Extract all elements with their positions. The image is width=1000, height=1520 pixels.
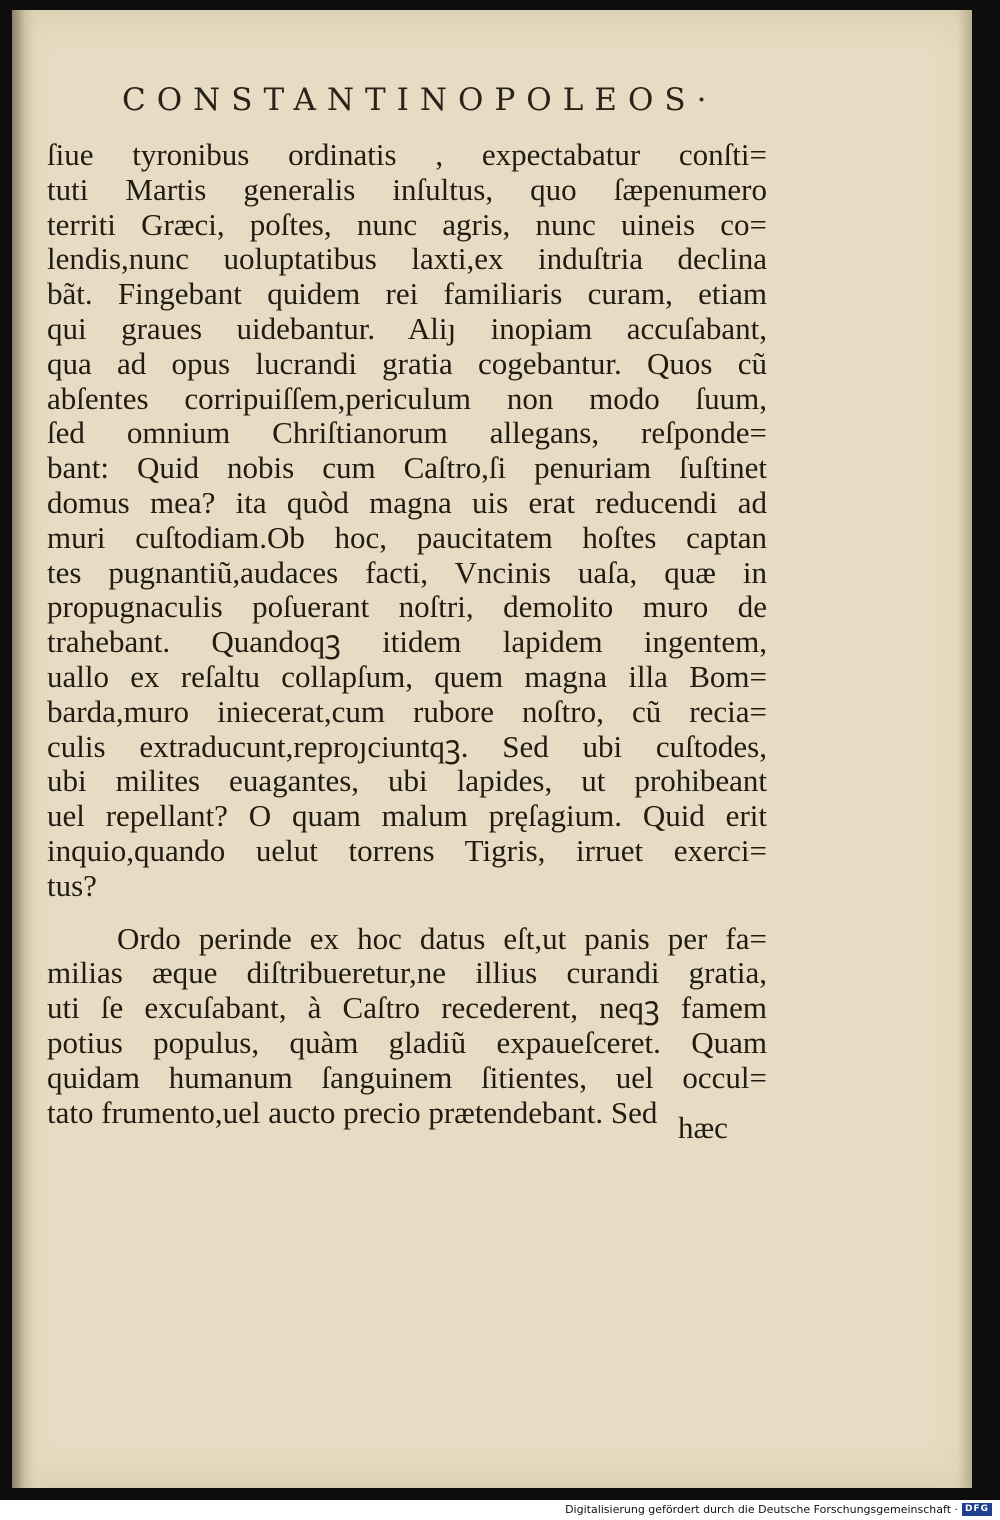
book-page (12, 10, 972, 1488)
text-line: milias æque diſtribueretur,ne illius curandi gratia, (47, 955, 767, 991)
text-line: domus mea? ita quòd magna uis erat reducendi ad (47, 484, 767, 520)
page-edge (958, 10, 972, 1488)
text-line: lendis,nunc uoluptatibus laxti,ex induſtria declina (47, 241, 767, 277)
text-line: uallo ex reſaltu collapſum, quem magna illa Bom= (47, 658, 767, 694)
text-line: ſiue tyronibus ordinatis , expectabatur conſti= (47, 137, 767, 172)
text-line: tes pugnantiũ,audaces facti, Vncinis uaſa, quæ in (47, 554, 767, 590)
catchword: hæc (678, 1110, 728, 1145)
text-line: bãt. Fingebant quidem rei familiaris curam, etiam (47, 276, 767, 312)
text-line: tus? (47, 867, 97, 903)
text-line: Ordo perinde ex hoc datus eſt,ut panis per fa= (117, 920, 767, 956)
text-line: uti ſe excuſabant, à Caſtro recederent, neqꝫ famem (47, 990, 767, 1026)
paragraph-gap (47, 904, 767, 922)
dfg-logo: DFG (962, 1503, 992, 1516)
text-line: territi Græci, poſtes, nunc agris, nunc uineis co= (47, 206, 767, 242)
text-line: quidam humanum ſanguinem ſitientes, uel occul= (47, 1059, 767, 1095)
text-line: uel repellant? O quam malum pręſagium. Quid erit (47, 798, 767, 834)
text-line: abſentes corripuiſſem,periculum non modo ſuum, (47, 380, 767, 416)
text-line: barda,muro iniecerat,cum rubore noſtro, cũ recia= (47, 693, 767, 729)
paragraph-1 (47, 138, 767, 904)
text-line: bant: Quid nobis cum Caſtro,ſi penuriam ſuſtinet (47, 450, 767, 486)
text-line: qui graues uidebantur. Aliȷ inopiam accuſabant, (47, 310, 767, 346)
funding-note: Digitalisierung gefördert durch die Deutsche Forschungsgemeinschaft · (565, 1503, 958, 1516)
text-line: tato frumento,uel aucto precio prætendebant. Sed (47, 1094, 658, 1130)
text-line: potius populus, quàm gladiũ expaueſceret. Quam (47, 1024, 767, 1060)
paragraph-2 (47, 922, 767, 1131)
text-line: muri cuſtodiam.Ob hoc, paucitatem hoſtes captan (47, 519, 767, 555)
text-line: ſed omnium Chriſtianorum allegans, reſponde= (47, 415, 767, 451)
text-line: ubi milites euagantes, ubi lapides, ut prohibeant (47, 763, 767, 799)
text-line: qua ad opus lucrandi gratia cogebantur. Quos cũ (47, 345, 767, 381)
text-line: propugnaculis poſuerant noſtri, demolito muro de (47, 589, 767, 625)
running-head: CONSTANTINOPOLEOS· (122, 82, 718, 118)
text-block (47, 138, 767, 1130)
text-line: trahebant. Quandoqꝫ itidem lapidem ingentem, (47, 624, 767, 660)
text-line: inquio,quando uelut torrens Tigris, irruet exerci= (47, 832, 767, 868)
text-line: culis extraducunt,reproȷciuntqꝫ. Sed ubi cuſtodes, (47, 728, 767, 764)
page-gutter-shadow (12, 10, 34, 1488)
text-line: tuti Martis generalis inſultus, quo ſæpenumero (47, 171, 767, 207)
